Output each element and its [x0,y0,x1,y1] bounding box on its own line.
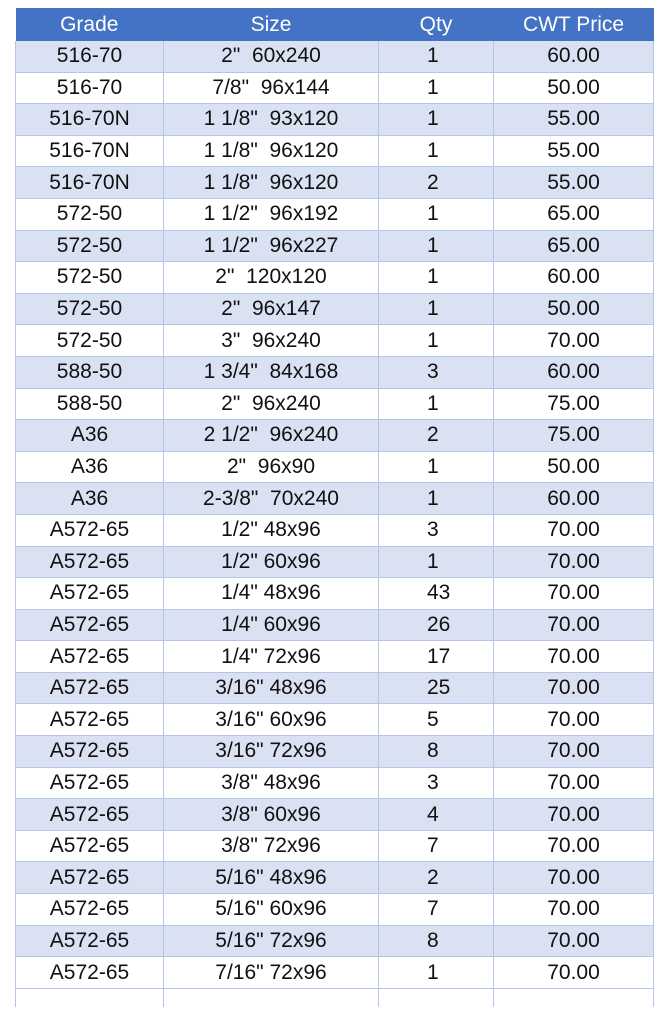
cell-cwt-price[interactable]: 50.00 [494,451,654,483]
cell-cwt-price[interactable]: 50.00 [494,293,654,325]
cell-qty[interactable]: 4 [379,799,494,831]
cell-grade[interactable]: A572-65 [16,641,164,673]
table-row [16,830,665,862]
cell-size[interactable]: 1 1/8" 96x120 [164,135,379,167]
cell-empty[interactable] [654,767,665,799]
cell-cwt-price[interactable]: 70.00 [494,767,654,799]
cell-size[interactable]: 1/4" 72x96 [164,641,379,673]
cell-cwt-price[interactable]: 70.00 [494,641,654,673]
cell-qty[interactable]: 1 [379,293,494,325]
cell-cwt-price[interactable]: 65.00 [494,230,654,262]
cell-grade[interactable]: A36 [16,483,164,515]
cell-grade[interactable]: 516-70N [16,167,164,199]
cell-empty[interactable] [654,862,665,894]
table-row [16,767,665,799]
cell-qty[interactable]: 1 [379,41,494,72]
cell-grade[interactable]: A572-65 [16,704,164,736]
table-row [16,578,665,610]
table-row [16,262,665,294]
cell-qty[interactable]: 1 [379,198,494,230]
cell-cwt-price[interactable]: 70.00 [494,894,654,926]
cell-size[interactable]: 2" 120x120 [164,262,379,294]
cell-cwt-price[interactable]: 70.00 [494,925,654,957]
cell-size[interactable]: 2" 96x90 [164,451,379,483]
table-row [16,704,665,736]
cell-empty[interactable] [654,988,665,1007]
table-body [16,41,665,1007]
header-size[interactable]: Size [164,8,379,41]
cell-qty[interactable]: 7 [379,830,494,862]
cell-size[interactable]: 2" 60x240 [164,41,379,72]
table-row [16,135,665,167]
table-row [16,799,665,831]
cell-size[interactable]: 2" 96x147 [164,293,379,325]
cell-cwt-price[interactable]: 75.00 [494,420,654,452]
cell-size[interactable]: 7/16" 72x96 [164,957,379,989]
table-row [16,198,665,230]
cell-empty[interactable] [654,578,665,610]
cell-empty[interactable] [654,704,665,736]
cell-grade[interactable]: 572-50 [16,230,164,262]
cell-empty[interactable] [654,167,665,199]
cell-empty[interactable] [654,198,665,230]
cell-empty[interactable] [654,894,665,926]
cell-empty[interactable] [16,988,164,1007]
cell-size[interactable]: 1 3/4" 84x168 [164,356,379,388]
cell-size[interactable]: 3/8" 48x96 [164,767,379,799]
cell-cwt-price[interactable]: 70.00 [494,672,654,704]
cell-grade[interactable]: 588-50 [16,388,164,420]
cell-grade[interactable]: A572-65 [16,957,164,989]
cell-cwt-price[interactable]: 70.00 [494,704,654,736]
cell-grade[interactable]: A572-65 [16,672,164,704]
cell-grade[interactable]: 572-50 [16,325,164,357]
table-row [16,325,665,357]
cell-grade[interactable]: 516-70N [16,135,164,167]
table-row [16,104,665,136]
cell-size[interactable]: 3/8" 60x96 [164,799,379,831]
cell-cwt-price[interactable]: 60.00 [494,483,654,515]
header-row [16,8,665,41]
cell-empty[interactable] [654,356,665,388]
cell-qty[interactable]: 7 [379,894,494,926]
header-qty[interactable]: Qty [379,8,494,41]
cell-grade[interactable]: A572-65 [16,894,164,926]
cell-empty[interactable] [654,388,665,420]
cell-size[interactable]: 1/4" 48x96 [164,578,379,610]
cell-qty[interactable]: 3 [379,767,494,799]
table-row [16,483,665,515]
cell-empty[interactable] [654,483,665,515]
spreadsheet-sheet [15,8,665,1007]
table-row [16,546,665,578]
cell-qty[interactable]: 1 [379,325,494,357]
cell-cwt-price[interactable]: 50.00 [494,72,654,104]
cell-size[interactable]: 1 1/8" 93x120 [164,104,379,136]
cell-grade[interactable]: A572-65 [16,767,164,799]
cell-grade[interactable]: 516-70N [16,104,164,136]
cell-cwt-price[interactable]: 65.00 [494,198,654,230]
cell-qty[interactable]: 1 [379,230,494,262]
table-row [16,514,665,546]
cell-empty[interactable] [654,514,665,546]
cell-cwt-price[interactable]: 60.00 [494,356,654,388]
cell-qty[interactable]: 3 [379,514,494,546]
cell-qty[interactable]: 1 [379,262,494,294]
table-row [16,72,665,104]
cell-qty[interactable]: 2 [379,420,494,452]
cell-grade[interactable]: A572-65 [16,578,164,610]
header-empty-cell[interactable] [654,8,665,41]
cell-empty[interactable] [654,293,665,325]
cell-size[interactable]: 5/16" 48x96 [164,862,379,894]
cell-qty[interactable]: 2 [379,167,494,199]
cell-size[interactable]: 2-3/8" 70x240 [164,483,379,515]
cell-cwt-price[interactable]: 70.00 [494,799,654,831]
cell-qty[interactable]: 1 [379,451,494,483]
cell-size[interactable]: 1 1/2" 96x227 [164,230,379,262]
cell-cwt-price[interactable]: 70.00 [494,325,654,357]
table-row [16,672,665,704]
cell-grade[interactable]: A572-65 [16,799,164,831]
cell-empty[interactable] [654,609,665,641]
cell-empty[interactable] [654,135,665,167]
cell-size[interactable]: 3" 96x240 [164,325,379,357]
table-row [16,167,665,199]
cell-size[interactable]: 3/16" 72x96 [164,736,379,768]
cell-qty[interactable]: 25 [379,672,494,704]
cell-qty[interactable]: 1 [379,483,494,515]
cell-size[interactable]: 3/16" 60x96 [164,704,379,736]
cell-grade[interactable]: A36 [16,420,164,452]
cell-size[interactable]: 5/16" 60x96 [164,894,379,926]
cell-empty[interactable] [654,230,665,262]
header-cwt-price[interactable]: CWT Price [494,8,654,41]
cell-qty[interactable]: 1 [379,546,494,578]
cell-qty[interactable]: 3 [379,356,494,388]
cell-empty[interactable] [654,830,665,862]
price-table [15,8,665,1007]
cell-cwt-price[interactable]: 55.00 [494,167,654,199]
cell-qty[interactable]: 17 [379,641,494,673]
cell-grade[interactable]: A572-65 [16,546,164,578]
cell-qty[interactable]: 1 [379,72,494,104]
cell-empty[interactable] [164,988,379,1007]
cell-qty[interactable]: 1 [379,957,494,989]
cell-qty[interactable]: 26 [379,609,494,641]
cell-cwt-price[interactable]: 70.00 [494,830,654,862]
cell-cwt-price[interactable]: 60.00 [494,41,654,72]
cell-qty[interactable]: 8 [379,736,494,768]
cell-size[interactable]: 1/4" 60x96 [164,609,379,641]
cell-empty[interactable] [654,641,665,673]
cell-grade[interactable]: A572-65 [16,862,164,894]
cell-cwt-price[interactable]: 70.00 [494,578,654,610]
cell-qty[interactable]: 1 [379,135,494,167]
table-row [16,925,665,957]
cell-empty[interactable] [654,72,665,104]
cell-empty[interactable] [654,672,665,704]
cell-size[interactable]: 3/8" 72x96 [164,830,379,862]
cell-cwt-price[interactable]: 70.00 [494,546,654,578]
cell-size[interactable]: 3/16" 48x96 [164,672,379,704]
cell-size[interactable]: 1 1/8" 96x120 [164,167,379,199]
cell-empty[interactable] [654,325,665,357]
cell-empty[interactable] [654,925,665,957]
table-row [16,736,665,768]
cell-grade[interactable]: A572-65 [16,514,164,546]
cell-size[interactable]: 5/16" 72x96 [164,925,379,957]
table-row [16,420,665,452]
cell-empty[interactable] [654,262,665,294]
cell-empty[interactable] [379,988,494,1007]
cell-cwt-price[interactable]: 70.00 [494,736,654,768]
cell-cwt-price[interactable]: 70.00 [494,862,654,894]
cell-size[interactable]: 7/8" 96x144 [164,72,379,104]
cell-grade[interactable]: 516-70 [16,72,164,104]
cell-empty[interactable] [654,104,665,136]
table-row [16,388,665,420]
cell-cwt-price[interactable]: 55.00 [494,135,654,167]
cell-empty[interactable] [654,736,665,768]
cell-qty[interactable]: 1 [379,104,494,136]
cell-size[interactable]: 1/2" 48x96 [164,514,379,546]
header-grade[interactable]: Grade [16,8,164,41]
cell-grade[interactable]: A572-65 [16,830,164,862]
cell-grade[interactable]: 516-70 [16,41,164,72]
cell-cwt-price[interactable]: 70.00 [494,514,654,546]
table-row [16,356,665,388]
table-row [16,293,665,325]
cell-grade[interactable]: A572-65 [16,736,164,768]
cell-grade[interactable]: 572-50 [16,262,164,294]
table-row [16,894,665,926]
cell-size[interactable]: 1/2" 60x96 [164,546,379,578]
cell-empty[interactable] [494,988,654,1007]
cell-cwt-price[interactable]: 70.00 [494,609,654,641]
cell-grade[interactable]: A572-65 [16,609,164,641]
cell-qty[interactable]: 1 [379,388,494,420]
cell-empty[interactable] [654,546,665,578]
cell-grade[interactable]: 572-50 [16,198,164,230]
table-row [16,862,665,894]
table-row-empty [16,988,665,1007]
cell-cwt-price[interactable]: 70.00 [494,957,654,989]
cell-size[interactable]: 2 1/2" 96x240 [164,420,379,452]
cell-qty[interactable]: 8 [379,925,494,957]
cell-empty[interactable] [654,420,665,452]
cell-grade[interactable]: A572-65 [16,925,164,957]
cell-grade[interactable]: A36 [16,451,164,483]
cell-empty[interactable] [654,451,665,483]
table-row [16,609,665,641]
cell-qty[interactable]: 2 [379,862,494,894]
cell-size[interactable]: 2" 96x240 [164,388,379,420]
table-row [16,41,665,72]
table-row [16,957,665,989]
cell-cwt-price[interactable]: 55.00 [494,104,654,136]
cell-qty[interactable]: 5 [379,704,494,736]
cell-empty[interactable] [654,957,665,989]
cell-grade[interactable]: 588-50 [16,356,164,388]
cell-qty[interactable]: 43 [379,578,494,610]
cell-cwt-price[interactable]: 60.00 [494,262,654,294]
table-row [16,230,665,262]
cell-empty[interactable] [654,41,665,72]
cell-grade[interactable]: 572-50 [16,293,164,325]
cell-size[interactable]: 1 1/2" 96x192 [164,198,379,230]
cell-empty[interactable] [654,799,665,831]
table-row [16,451,665,483]
table-row [16,641,665,673]
cell-cwt-price[interactable]: 75.00 [494,388,654,420]
